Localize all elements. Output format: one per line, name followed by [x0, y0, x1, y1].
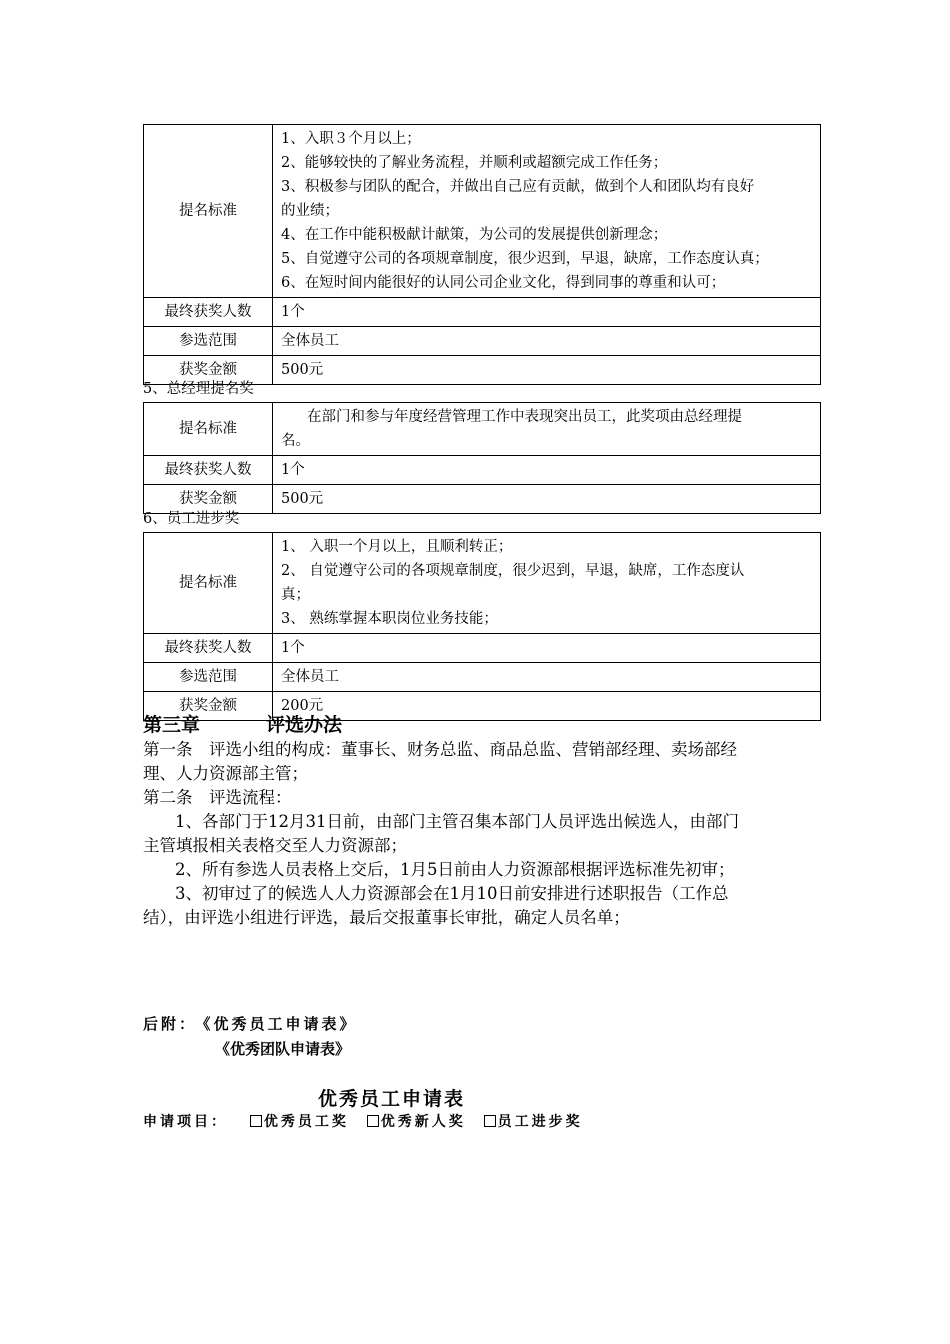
amount-value: 500元	[273, 356, 821, 385]
nomination-criteria	[273, 403, 821, 456]
criteria-line: 1、 入职一个月以上，且顺利转正；	[281, 539, 513, 555]
amount-label: 获奖金额	[144, 485, 273, 514]
appendix-line-1	[143, 1013, 358, 1034]
nomination-label: 提名标准	[144, 533, 273, 634]
chapter-number: 第三章	[143, 714, 201, 736]
nomination-criteria	[273, 125, 821, 298]
step-1-line: 主管填报相关表格交至人力资源部；	[143, 836, 407, 855]
option-label: 优秀员工奖	[263, 1114, 349, 1130]
form-title: 优秀员工申请表	[318, 1088, 466, 1110]
apply-label: 申请项目：	[143, 1114, 228, 1130]
checkbox-excellent-employee[interactable]	[250, 1115, 262, 1127]
chapter-title: 评选办法	[266, 714, 343, 736]
checkbox-employee-progress[interactable]	[484, 1115, 496, 1127]
criteria-line: 在部门和参与年度经营管理工作中表现突出员工，此奖项由总经理提	[307, 409, 742, 425]
scope-value: 全体员工	[273, 327, 821, 356]
checkbox-excellent-newcomer[interactable]	[367, 1115, 379, 1127]
winners-value: 1个	[273, 456, 821, 485]
nomination-criteria	[273, 533, 821, 634]
scope-label: 参选范围	[144, 327, 273, 356]
award-table-6	[143, 532, 821, 721]
criteria-line: 1、入职３个月以上；	[281, 131, 421, 147]
appendix-label: 后附：	[143, 1015, 198, 1033]
option-label: 优秀新人奖	[380, 1114, 466, 1130]
section-heading-6: 6、员工进步奖	[143, 511, 240, 527]
step-1-line: 1、各部门于12月31日前，由部门主管召集本部门人员评选出候选人，由部门	[175, 812, 739, 831]
criteria-line: 3、 熟练掌握本职岗位业务技能；	[281, 611, 498, 627]
chapter-body	[143, 738, 823, 930]
criteria-line: 6、在短时间内能很好的认同公司企业文化，得到同事的尊重和认可；	[281, 275, 726, 291]
criteria-line: 5、自觉遵守公司的各项规章制度，很少迟到，早退，缺席，工作态度认真；	[281, 251, 769, 267]
section-heading-5: 5、总经理提名奖	[143, 381, 254, 397]
scope-value: 全体员工	[273, 663, 821, 692]
nomination-label: 提名标准	[144, 125, 273, 298]
criteria-line: 3、积极参与团队的配合，并做出自己应有贡献，做到个人和团队均有良好	[281, 179, 755, 195]
criteria-line: 4、在工作中能积极献计献策，为公司的发展提供创新理念；	[281, 227, 668, 243]
amount-value: 200元	[273, 692, 821, 721]
chapter-heading	[143, 710, 342, 737]
criteria-line: 真；	[281, 587, 310, 603]
winners-label: 最终获奖人数	[144, 298, 273, 327]
step-2-line: 2、所有参选人员表格上交后，1月5日前由人力资源部根据评选标准先初审；	[175, 860, 735, 879]
appendix-form-1: 《优秀员工申请表》	[203, 1015, 358, 1033]
amount-label: 获奖金额	[144, 356, 273, 385]
criteria-line: 2、 自觉遵守公司的各项规章制度，很少迟到，早退，缺席，工作态度认	[281, 563, 745, 579]
criteria-line: 2、能够较快的了解业务流程，并顺利或超额完成工作任务；	[281, 155, 668, 171]
winners-value: 1个	[273, 634, 821, 663]
body-line: 第二条 评选流程：	[143, 788, 292, 807]
appendix-form-2: 《优秀团队申请表》	[215, 1040, 351, 1058]
step-3-line: 结），由评选小组进行评选，最后交报董事长审批，确定人员名单；	[143, 908, 630, 927]
body-line: 第一条 评选小组的构成：董事长、财务总监、商品总监、营销部经理、卖场部经	[143, 740, 737, 759]
step-3-line: 3、初审过了的候选人人力资源部会在1月10日前安排进行述职报告（工作总	[175, 884, 729, 903]
amount-value: 500元	[273, 485, 821, 514]
apply-items-row	[143, 1111, 583, 1131]
nomination-label: 提名标准	[144, 403, 273, 456]
award-table-5	[143, 402, 821, 514]
criteria-line: 的业绩；	[281, 203, 339, 219]
body-line: 理、人力资源部主管；	[143, 764, 308, 783]
award-table-4	[143, 124, 821, 385]
winners-label: 最终获奖人数	[144, 634, 273, 663]
option-label: 员工进步奖	[497, 1114, 583, 1130]
amount-label: 获奖金额	[144, 692, 273, 721]
criteria-line: 名。	[281, 433, 310, 449]
scope-label: 参选范围	[144, 663, 273, 692]
winners-label: 最终获奖人数	[144, 456, 273, 485]
winners-value: 1个	[273, 298, 821, 327]
